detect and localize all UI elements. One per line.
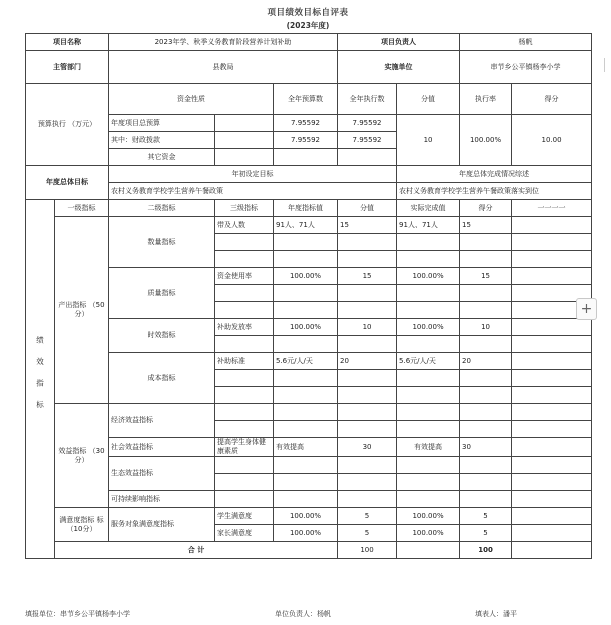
indicator-header-level2: 二级指标: [109, 200, 215, 217]
indicator-actual: 100.00%: [397, 268, 460, 285]
service-satisfaction-label: 服务对象满意度指标: [109, 508, 215, 542]
indicator-extra: [512, 438, 592, 457]
indicator-header-score: 得分: [460, 200, 512, 217]
indicator-header-level1: 一级指标: [55, 200, 109, 217]
indicator-target: 有效提高: [274, 438, 338, 457]
budget-row-label: 其中：财政拨款: [109, 132, 215, 149]
satisfaction-indicator-label: 满意度指标 标（10分）: [55, 508, 109, 542]
budget-header-planned: 全年预算数: [274, 84, 338, 115]
indicator-points: 30: [338, 438, 397, 457]
quality-row-1: [26, 268, 592, 285]
indicator-header-level3: 三级指标: [215, 200, 274, 217]
budget-row-planned: 7.95592: [274, 132, 338, 149]
indicator-actual: 100.00%: [397, 508, 460, 525]
indicator-score: 30: [460, 438, 512, 457]
indicator-header-actual: 实际完成值: [397, 200, 460, 217]
signature-footer: [25, 609, 591, 619]
unit-value: 串节乡公平镇杨李小学: [460, 51, 592, 84]
goal-header-row: [26, 166, 592, 183]
budget-exec-rate: 100.00%: [460, 115, 512, 166]
indicator-third: 补助标准: [215, 353, 274, 370]
indicator-third: 资金使用率: [215, 268, 274, 285]
ecological-row-1: [26, 457, 592, 474]
document-year: (2023年度): [286, 21, 330, 30]
sustainable-row-1: [26, 491, 592, 508]
indicator-target: 100.00%: [274, 268, 338, 285]
indicator-target: 100.00%: [274, 525, 338, 542]
quality-indicator-label: 质量指标: [109, 268, 215, 319]
indicator-extra: [512, 319, 592, 336]
budget-header-points: 分值: [397, 84, 460, 115]
indicator-points: 5: [338, 525, 397, 542]
indicator-actual: 100.00%: [397, 525, 460, 542]
quantity-indicator-label: 数量指标: [109, 217, 215, 268]
filler-unit: 填报单位：串节乡公平镇杨李小学: [25, 610, 130, 618]
indicator-third: 家长满意度: [215, 525, 274, 542]
document-title: 项目绩效目标自评表: [267, 8, 349, 18]
budget-header-nature: 资金性质: [109, 84, 274, 115]
indicator-extra: [512, 268, 592, 285]
indicator-points: 5: [338, 508, 397, 525]
economic-row-1: [26, 404, 592, 421]
indicator-score: 20: [460, 353, 512, 370]
indicator-score: 15: [460, 268, 512, 285]
total-points: 100: [338, 542, 397, 559]
project-name-value: 2023年学、秋季义务教育阶段营养计划补助: [109, 34, 338, 51]
timeliness-row-1: [26, 319, 592, 336]
budget-header-rate: 执行率: [460, 84, 512, 115]
goal-completion-header: 年度总体完成情况综述: [397, 166, 592, 183]
output-indicator-label: 产出指标 （50分）: [55, 217, 109, 404]
total-label: 合 计: [55, 542, 338, 559]
indicator-score: 5: [460, 508, 512, 525]
budget-points: 10: [397, 115, 460, 166]
budget-score: 10.00: [512, 115, 592, 166]
indicator-target: 5.6元/人/天: [274, 353, 338, 370]
budget-row-executed: [338, 149, 397, 166]
cost-indicator-label: 成本指标: [109, 353, 215, 404]
total-score: 100: [460, 542, 512, 559]
budget-row-total: [26, 115, 592, 132]
indicator-score: 15: [460, 217, 512, 234]
indicator-score: 5: [460, 525, 512, 542]
budget-row-label: 年度项目总预算: [109, 115, 215, 132]
indicator-header-extra: 一一一一: [512, 200, 592, 217]
project-manager-value: 杨帆: [460, 34, 592, 51]
evaluation-table: [25, 33, 592, 559]
scroll-edge-marker: [604, 58, 611, 72]
goal-completion: 农村义务教育学校学生营养午餐政策落实到位: [397, 183, 592, 200]
goal-content-row: [26, 183, 592, 200]
indicator-third: 补助发放率: [215, 319, 274, 336]
goal-label: 年度总体目标: [26, 166, 109, 200]
indicator-target: 100.00%: [274, 508, 338, 525]
indicator-points: 20: [338, 353, 397, 370]
budget-row-planned: [274, 149, 338, 166]
budget-row-planned: 7.95592: [274, 115, 338, 132]
budget-header-executed: 全年执行数: [338, 84, 397, 115]
quantity-row-1: [26, 217, 592, 234]
total-row: [26, 542, 592, 559]
indicator-points: 10: [338, 319, 397, 336]
indicator-extra: [512, 217, 592, 234]
indicator-target: 100.00%: [274, 319, 338, 336]
budget-row-executed: 7.95592: [338, 115, 397, 132]
social-indicator-label: 社会效益指标: [109, 438, 215, 457]
budget-row-blank: [215, 149, 274, 166]
project-name-label: 项目名称: [26, 34, 109, 51]
indicator-third: 学生满意度: [215, 508, 274, 525]
dept-value: 县教局: [109, 51, 338, 84]
indicator-section-label: 绩效指标: [26, 200, 55, 559]
benefit-indicator-label: 效益指标 （30分）: [55, 404, 109, 508]
budget-header-row: [26, 84, 592, 115]
timeliness-indicator-label: 时效指标: [109, 319, 215, 353]
indicator-header-points: 分值: [338, 200, 397, 217]
goal-initial-header: 年初设定目标: [109, 166, 397, 183]
indicator-actual: 有效提高: [397, 438, 460, 457]
project-name-row: [26, 34, 592, 51]
indicator-third: 带及人数: [215, 217, 274, 234]
unit-label: 实施单位: [338, 51, 460, 84]
indicator-points: 15: [338, 217, 397, 234]
indicator-extra: [512, 353, 592, 370]
project-manager-label: 项目负责人: [338, 34, 460, 51]
dept-label: 主管部门: [26, 51, 109, 84]
dept-row: [26, 51, 592, 84]
indicator-points: 15: [338, 268, 397, 285]
satisfaction-row-1: [26, 508, 592, 525]
indicator-actual: 100.00%: [397, 319, 460, 336]
unit-head: 单位负责人：杨帆: [275, 610, 331, 618]
indicator-actual: 5.6元/人/天: [397, 353, 460, 370]
budget-header-score: 得分: [512, 84, 592, 115]
budget-section-label: 预算执行 （万元）: [26, 84, 109, 166]
indicator-header-row: [26, 200, 592, 217]
filler-name: 填表人：潘平: [475, 610, 517, 618]
indicator-actual: 91人、71人: [397, 217, 460, 234]
goal-initial: 农村义务教育学校学生营养午餐政策: [109, 183, 397, 200]
indicator-header-target: 年度指标值: [274, 200, 338, 217]
budget-row-blank: [215, 115, 274, 132]
indicator-third: 提高学生身体健康素质: [215, 438, 274, 457]
ecological-indicator-label: 生态效益指标: [109, 457, 215, 491]
economic-indicator-label: 经济效益指标: [109, 404, 215, 438]
add-button[interactable]: +: [576, 298, 597, 320]
indicator-score: 10: [460, 319, 512, 336]
budget-row-blank: [215, 132, 274, 149]
sustainable-indicator-label: 可持续影响指标: [109, 491, 215, 508]
budget-row-label: 其它资金: [109, 149, 215, 166]
budget-row-executed: 7.95592: [338, 132, 397, 149]
indicator-target: 91人、71人: [274, 217, 338, 234]
indicator-extra: [512, 508, 592, 525]
indicator-extra: [512, 525, 592, 542]
